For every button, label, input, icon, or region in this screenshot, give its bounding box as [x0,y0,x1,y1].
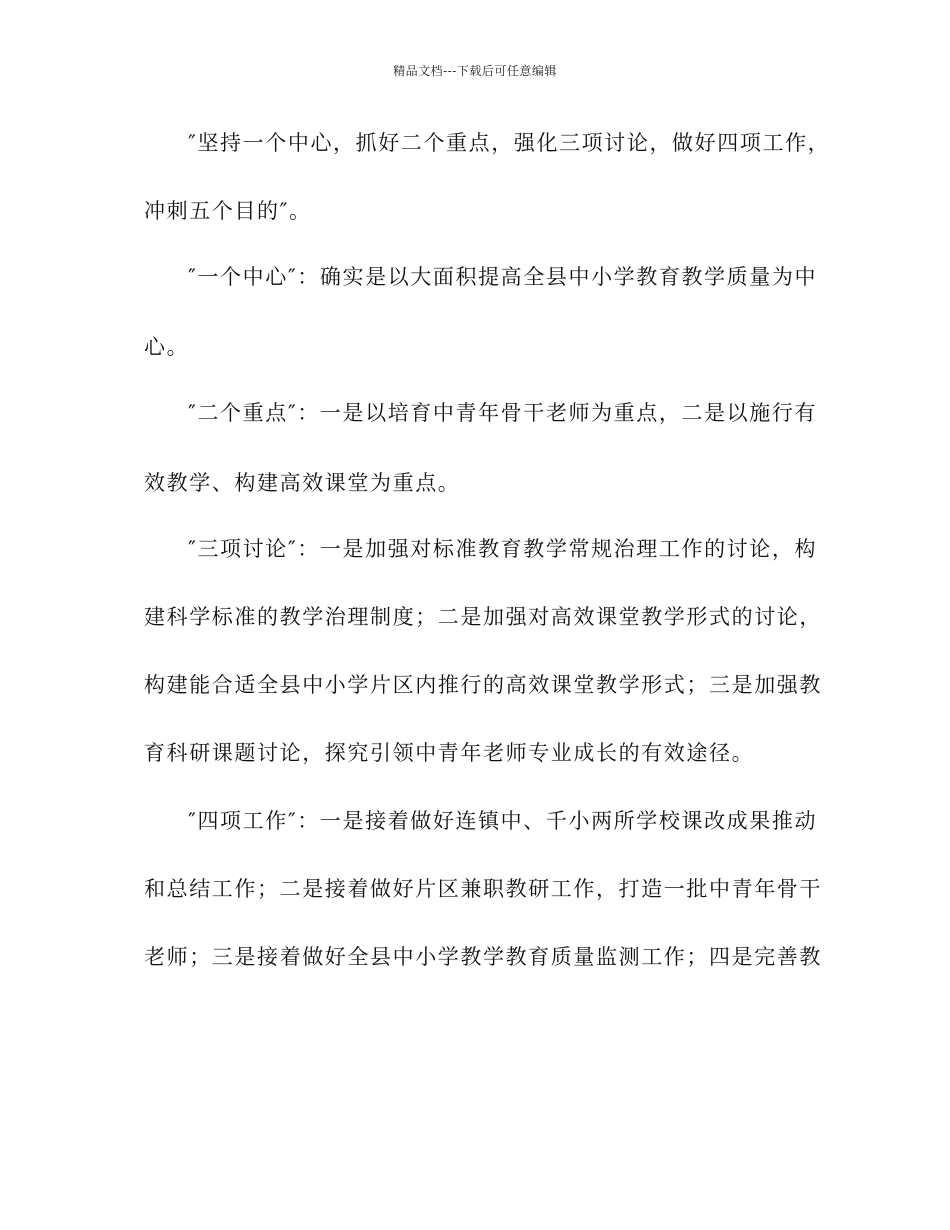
paragraph-2-line-2: 心。 [144,335,190,359]
paragraph-5-line-2: 和总结工作；二是接着做好片区兼职教研工作，打造一批中青年骨干 [144,877,822,901]
page-header: 精品文档---下载后可任意编辑 [393,64,557,78]
paragraph-1-line-1: ″坚持一个中心，抓好二个重点，强化三项讨论，做好四项工作， [188,131,831,155]
paragraph-1-line-2: 冲刺五个目的″。 [144,199,312,223]
paragraph-3-line-2: 效教学、构建高效课堂为重点。 [144,471,461,495]
paragraph-3-line-1: ″二个重点″：一是以培育中青年骨干老师为重点，二是以施行有 [188,401,818,425]
paragraph-2-line-1: ″一个中心″：确实是以大面积提高全县中小学教育教学质量为中 [188,265,818,289]
paragraph-4-line-4: 育科研课题讨论，探究引领中青年老师专业成长的有效途径。 [144,741,755,765]
paragraph-4-line-3: 构建能合适全县中小学片区内推行的高效课堂教学形式；三是加强教 [144,673,822,697]
paragraph-5-line-1: ″四项工作″：一是接着做好连镇中、千小两所学校课改成果推动 [188,809,818,833]
paragraph-4-line-1: ″三项讨论″：一是加强对标准教育教学常规治理工作的讨论，构 [188,537,818,561]
paragraph-5-line-3: 老师；三是接着做好全县中小学教学教育质量监测工作；四是完善教 [144,945,822,969]
paragraph-4-line-2: 建科学标准的教学治理制度；二是加强对高效课堂教学形式的讨论， [144,605,822,629]
